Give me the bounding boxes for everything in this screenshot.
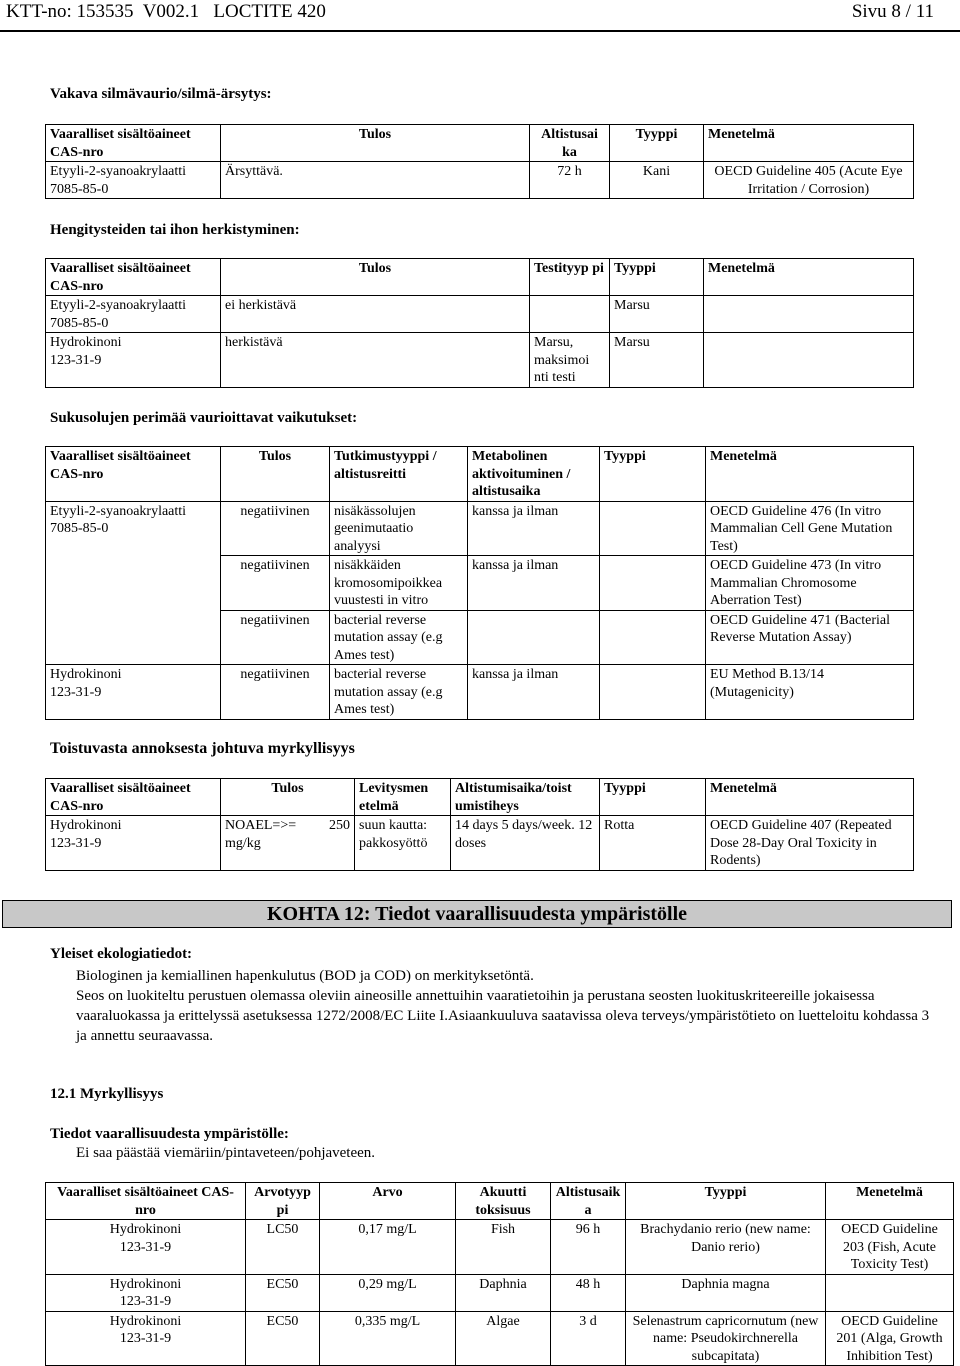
environment-info-text: Ei saa päästää viemäriin/pintaveteen/pohjaveteen. bbox=[76, 1145, 376, 1161]
cas-number: 7085-85-0 bbox=[50, 521, 109, 536]
header-cell: Tulos bbox=[221, 779, 355, 816]
header-cell: Menetelmä bbox=[826, 1183, 954, 1220]
test-cell bbox=[530, 296, 610, 333]
metabolic-cell: kanssa ja ilman bbox=[468, 665, 600, 720]
substance-cell bbox=[46, 501, 221, 665]
table-header-row bbox=[46, 259, 914, 296]
substance-name: Hydrokinoni bbox=[50, 818, 122, 833]
ecotoxicity-table bbox=[45, 1182, 954, 1366]
result-unit: mg/kg bbox=[225, 835, 261, 851]
mutagenicity-table bbox=[45, 446, 914, 720]
value-cell: 0,17 mg/L bbox=[320, 1220, 456, 1275]
table-header-row bbox=[46, 447, 914, 502]
table-header-row bbox=[46, 125, 914, 162]
value-type-cell: EC50 bbox=[246, 1274, 320, 1311]
method-cell: OECD Guideline 471 (Bacterial Reverse Mutation Assay) bbox=[706, 610, 914, 665]
result-operator: NOAEL=>= bbox=[225, 818, 297, 833]
exposure-cell: 72 h bbox=[530, 162, 610, 199]
value-cell: 0,29 mg/L bbox=[320, 1274, 456, 1311]
table-row bbox=[46, 333, 914, 388]
header-cell: Tyyppi bbox=[610, 125, 704, 162]
method-cell: OECD Guideline 476 (In vitro Mammalian Cell Gene Mutation Test) bbox=[706, 501, 914, 556]
substance-cell bbox=[46, 1274, 246, 1311]
type-cell: Rotta bbox=[600, 816, 706, 871]
header-cell: Metabolinen aktivoituminen / altistusaika bbox=[468, 447, 600, 502]
method-cell bbox=[704, 333, 914, 388]
method-cell bbox=[826, 1274, 954, 1311]
eye-irritation-heading: Vakava silmävaurio/silmä-ärsytys: bbox=[50, 86, 272, 102]
route-cell: suun kautta: pakkosyöttö bbox=[355, 816, 451, 871]
repeated-dose-heading: Toistuvasta annoksesta johtuva myrkyllisyys bbox=[50, 740, 355, 757]
cas-number: 7085-85-0 bbox=[50, 315, 109, 331]
header-cell: Menetelmä bbox=[704, 125, 914, 162]
toxicity-cell: Fish bbox=[456, 1220, 551, 1275]
substance-cell bbox=[46, 1220, 246, 1275]
repeated-dose-table bbox=[45, 778, 914, 871]
cas-number: 123-31-9 bbox=[50, 684, 102, 700]
species-cell: Selenastrum capricornutum (new name: Pseudokirchnerella subcapitata) bbox=[626, 1311, 826, 1366]
sensitization-table bbox=[45, 258, 914, 388]
type-cell bbox=[600, 501, 706, 556]
header-cell: Tutkimustyyppi / altistusreitti bbox=[330, 447, 468, 502]
toxicity-subheading: 12.1 Myrkyllisyys bbox=[50, 1086, 164, 1102]
result-cell bbox=[221, 816, 355, 871]
type-cell: Marsu bbox=[610, 296, 704, 333]
result-cell: herkistävä bbox=[221, 333, 530, 388]
header-cell: Arvotyyp pi bbox=[246, 1183, 320, 1220]
result-value: 250 bbox=[329, 818, 350, 833]
result-cell: negatiivinen bbox=[221, 665, 330, 720]
substance-name: Hydrokinoni bbox=[109, 1222, 182, 1237]
substance-cell bbox=[46, 296, 221, 333]
substance-cell bbox=[46, 816, 221, 871]
substance-name: Hydrokinoni bbox=[50, 335, 122, 350]
header-cell: Testityyp pi bbox=[530, 259, 610, 296]
toxicity-cell: Algae bbox=[456, 1311, 551, 1366]
general-ecology-heading: Yleiset ekologiatiedot: bbox=[50, 946, 193, 962]
table-row bbox=[46, 501, 914, 556]
header-cell: Tulos bbox=[221, 259, 530, 296]
test-cell: Marsu, maksimoi nti testi bbox=[530, 333, 610, 388]
header-cell: Vaaralliset sisältöaineet CAS-nro bbox=[46, 779, 221, 816]
table-header-row bbox=[46, 779, 914, 816]
cas-number: 123-31-9 bbox=[119, 1239, 172, 1255]
page-number: Sivu 8 / 11 bbox=[851, 1, 934, 22]
table-row bbox=[46, 296, 914, 333]
header-cell: Altistumisaika/toist umistiheys bbox=[451, 779, 600, 816]
substance-cell bbox=[46, 665, 221, 720]
type-cell bbox=[600, 556, 706, 611]
substance-name: Hydrokinoni bbox=[109, 1276, 182, 1292]
value-type-cell: EC50 bbox=[246, 1311, 320, 1366]
header-cell: Levitysmen etelmä bbox=[355, 779, 451, 816]
method-cell: OECD Guideline 203 (Fish, Acute Toxicity Test) bbox=[826, 1220, 954, 1275]
header-cell: Arvo bbox=[320, 1183, 456, 1220]
header-cell: Tulos bbox=[221, 125, 530, 162]
header-cell: Akuutti toksisuus bbox=[456, 1183, 551, 1220]
header-cell: Tyyppi bbox=[600, 447, 706, 502]
header-cell: Tyyppi bbox=[600, 779, 706, 816]
substance-cell bbox=[46, 1311, 246, 1366]
result-cell: negatiivinen bbox=[221, 610, 330, 665]
substance-name: Etyyli-2-syanoakrylaatti bbox=[50, 503, 187, 519]
duration-cell: 14 days 5 days/week. 12 doses bbox=[451, 816, 600, 871]
method-cell bbox=[704, 296, 914, 333]
species-cell: Brachydanio rerio (new name: Danio rerio) bbox=[626, 1220, 826, 1275]
ecology-paragraph-1: Biologinen ja kemiallinen hapenkulutus (BOD ja COD) on merkityksetöntä. bbox=[76, 968, 534, 984]
metabolic-cell: kanssa ja ilman bbox=[468, 501, 600, 556]
header-cell: Vaaralliset sisältöaineet CAS-nro bbox=[46, 259, 221, 296]
result-cell: Ärsyttävä. bbox=[221, 162, 530, 199]
mutagenicity-heading: Sukusolujen perimää vaurioittavat vaikutukset: bbox=[50, 410, 358, 426]
cas-number: 123-31-9 bbox=[119, 1294, 172, 1309]
exposure-cell: 96 h bbox=[551, 1220, 626, 1275]
cas-number: 123-31-9 bbox=[50, 352, 102, 368]
substance-name: Etyyli-2-syanoakrylaatti bbox=[50, 298, 187, 313]
cas-number: 123-31-9 bbox=[50, 835, 102, 851]
header-cell: Tulos bbox=[221, 447, 330, 502]
table-row bbox=[46, 1220, 954, 1275]
substance-name: Etyyli-2-syanoakrylaatti bbox=[50, 164, 187, 179]
study-cell: bacterial reverse mutation assay (e.g Ames test) bbox=[330, 610, 468, 665]
document-id: KTT-no: 153535 V002.1 LOCTITE 420 bbox=[6, 1, 326, 22]
type-cell: Marsu bbox=[610, 333, 704, 388]
type-cell bbox=[600, 665, 706, 720]
eye-irritation-table bbox=[45, 124, 914, 199]
table-row bbox=[46, 665, 914, 720]
method-cell: EU Method B.13/14 (Mutagenicity) bbox=[706, 665, 914, 720]
page-header bbox=[0, 0, 960, 32]
toxicity-cell: Daphnia bbox=[456, 1274, 551, 1311]
header-cell: Altistusai ka bbox=[530, 125, 610, 162]
result-cell: ei herkistävä bbox=[221, 296, 530, 333]
result-cell: negatiivinen bbox=[221, 556, 330, 611]
table-row bbox=[46, 1274, 954, 1311]
table-row bbox=[46, 816, 914, 871]
table-row bbox=[46, 162, 914, 199]
method-cell: OECD Guideline 407 (Repeated Dose 28-Day Oral Toxicity in Rodents) bbox=[706, 816, 914, 871]
header-cell: Vaaralliset sisältöaineet CAS-nro bbox=[46, 1183, 246, 1220]
substance-name: Hydrokinoni bbox=[50, 667, 122, 682]
header-rule bbox=[0, 30, 960, 32]
sensitization-heading: Hengitysteiden tai ihon herkistyminen: bbox=[50, 222, 300, 238]
cas-number: 123-31-9 bbox=[119, 1331, 172, 1346]
table-row bbox=[46, 1311, 954, 1366]
study-cell: nisäkkäiden kromosomipoikkea vuustesti in vitro bbox=[330, 556, 468, 611]
substance-cell bbox=[46, 333, 221, 388]
study-cell: nisäkässolujen geenimutaatio analyysi bbox=[330, 501, 468, 556]
substance-cell bbox=[46, 162, 221, 199]
header-cell: Vaaralliset sisältöaineet CAS-nro bbox=[46, 125, 221, 162]
exposure-cell: 48 h bbox=[551, 1274, 626, 1311]
header-cell: Menetelmä bbox=[704, 259, 914, 296]
cas-number: 7085-85-0 bbox=[50, 181, 109, 197]
value-cell: 0,335 mg/L bbox=[320, 1311, 456, 1366]
metabolic-cell bbox=[468, 610, 600, 665]
result-cell: negatiivinen bbox=[221, 501, 330, 556]
study-cell: bacterial reverse mutation assay (e.g Ames test) bbox=[330, 665, 468, 720]
method-cell: OECD Guideline 201 (Alga, Growth Inhibition Test) bbox=[826, 1311, 954, 1366]
method-cell: OECD Guideline 405 (Acute Eye Irritation / Corrosion) bbox=[704, 162, 914, 199]
header-cell: Vaaralliset sisältöaineet CAS-nro bbox=[46, 447, 221, 502]
substance-name: Hydrokinoni bbox=[109, 1313, 182, 1329]
header-cell: Tyyppi bbox=[626, 1183, 826, 1220]
exposure-cell: 3 d bbox=[551, 1311, 626, 1366]
header-cell: Menetelmä bbox=[706, 779, 914, 816]
species-cell: Daphnia magna bbox=[626, 1274, 826, 1311]
type-cell: Kani bbox=[610, 162, 704, 199]
environment-info-heading: Tiedot vaarallisuudesta ympäristölle: bbox=[50, 1126, 289, 1142]
method-cell: OECD Guideline 473 (In vitro Mammalian Chromosome Aberration Test) bbox=[706, 556, 914, 611]
value-type-cell: LC50 bbox=[246, 1220, 320, 1275]
ecology-paragraph-2: Seos on luokiteltu perustuen olemassa oleviin aineosille annettuihin vaaratietoihin ja perustana seosten luokituskriteereille jokaisessa vaaraluokassa ja erittelyssä asetuksessa 1272/2008/EC Liite I.Asiaankuuluva saatavissa oleva terveys/ympäristötieto on luetteloitu kohdassa 3 ja annettu seuraavassa. bbox=[76, 988, 930, 1044]
header-cell: Tyyppi bbox=[610, 259, 704, 296]
header-cell: Altistusaik a bbox=[551, 1183, 626, 1220]
table-header-row bbox=[46, 1183, 954, 1220]
metabolic-cell: kanssa ja ilman bbox=[468, 556, 600, 611]
type-cell bbox=[600, 610, 706, 665]
header-cell: Menetelmä bbox=[706, 447, 914, 502]
section-12-title: KOHTA 12: Tiedot vaarallisuudesta ympäristölle bbox=[2, 900, 952, 928]
